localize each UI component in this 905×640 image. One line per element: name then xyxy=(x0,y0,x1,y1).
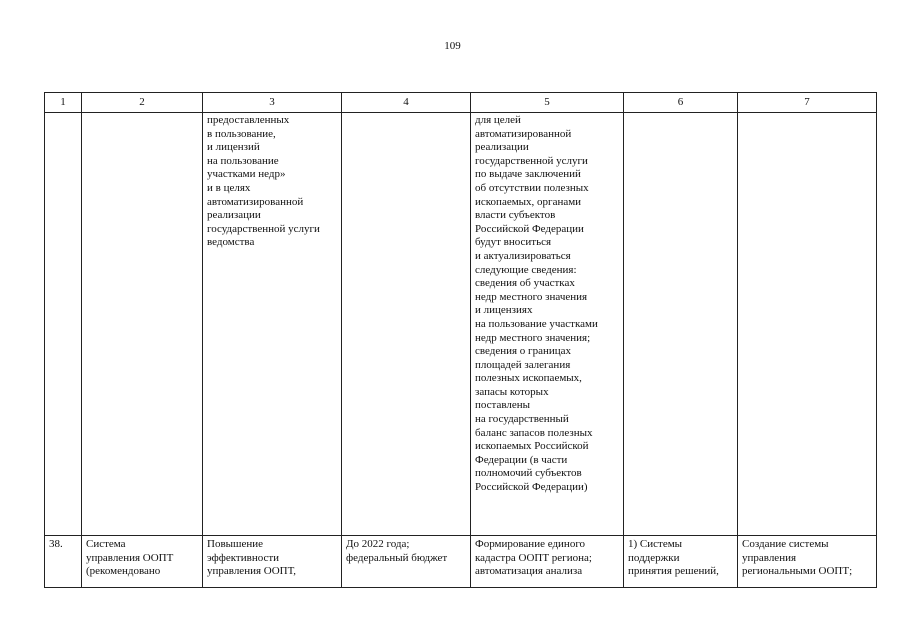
table-row-continued xyxy=(45,113,877,536)
table-cell: Система управления ООПТ (рекомендовано xyxy=(82,536,203,588)
row-number-cell: 38. xyxy=(45,536,82,588)
table-row-38 xyxy=(45,536,877,588)
column-header-7: 7 xyxy=(738,93,877,113)
column-header-2: 2 xyxy=(82,93,203,113)
table-cell: для целей автоматизированной реализации государственной услуги по выдаче заключений об отсутствии полезных ископаемых, органами власти субъектов Российской Федерации будут вноситься и актуализироваться следующие сведения: сведения об участках недр местного значения и лицензиях на пользование участками недр местного значения; сведения о границах площадей залегания полезных ископаемых, запасы которых поставлены на государственный баланс запасов полезных ископаемых Российской Федерации (в части полномочий субъектов Российской Федерации) xyxy=(471,113,624,536)
table-cell: 1) Системы поддержки принятия решений, xyxy=(624,536,738,588)
table-cell: предоставленных в пользование, и лицензий на пользование участками недр» и в целях автоматизированной реализации государственной услуги ведомства xyxy=(203,113,342,536)
page-number: 109 xyxy=(444,40,461,52)
measures-table xyxy=(44,92,877,588)
column-header-1: 1 xyxy=(45,93,82,113)
table-cell xyxy=(624,113,738,536)
column-number-header-row xyxy=(45,93,877,113)
table-cell xyxy=(82,113,203,536)
table-cell xyxy=(738,113,877,536)
table-cell xyxy=(45,113,82,536)
table-cell: Повышение эффективности управления ООПТ, xyxy=(203,536,342,588)
table-cell xyxy=(342,113,471,536)
column-header-4: 4 xyxy=(342,93,471,113)
column-header-6: 6 xyxy=(624,93,738,113)
column-header-5: 5 xyxy=(471,93,624,113)
table-cell: До 2022 года; федеральный бюджет xyxy=(342,536,471,588)
column-header-3: 3 xyxy=(203,93,342,113)
table-cell: Создание системы управления региональными ООПТ; xyxy=(738,536,877,588)
table-cell: Формирование единого кадастра ООПТ региона; автоматизация анализа xyxy=(471,536,624,588)
